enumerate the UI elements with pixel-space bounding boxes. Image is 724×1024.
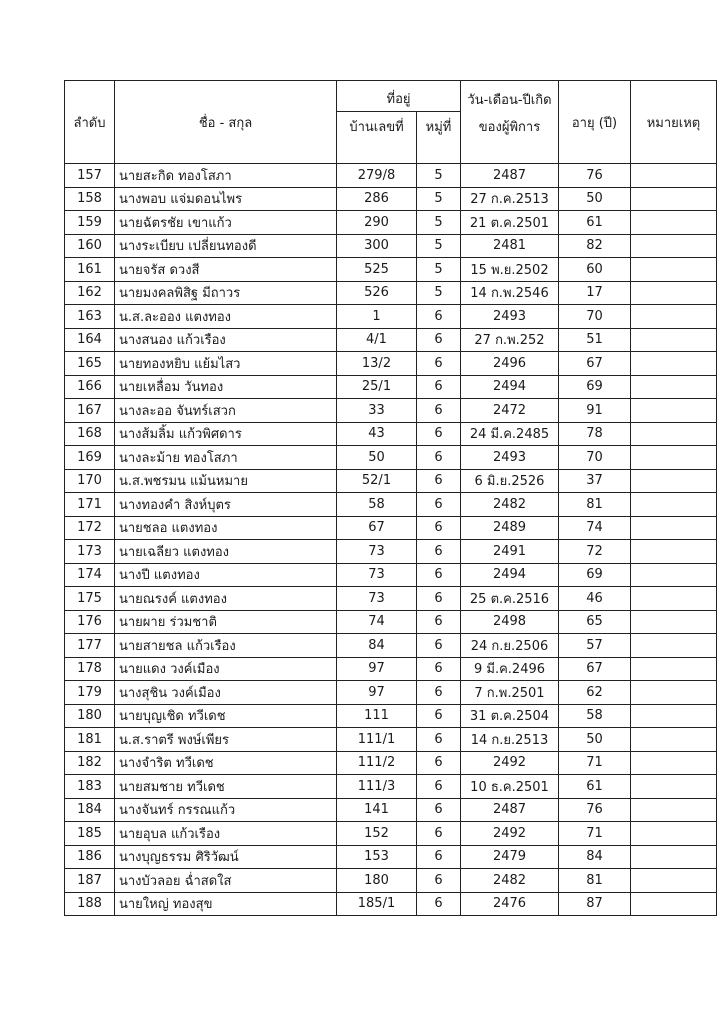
cell-house-no: 525 xyxy=(337,258,417,282)
cell-no: 160 xyxy=(65,234,115,258)
cell-no: 177 xyxy=(65,634,115,658)
cell-house-no: 286 xyxy=(337,187,417,211)
cell-moo: 5 xyxy=(417,258,461,282)
table-row xyxy=(65,610,717,634)
cell-house-no: 153 xyxy=(337,845,417,869)
cell-age: 82 xyxy=(559,234,631,258)
table-row xyxy=(65,211,717,235)
table-row xyxy=(65,704,717,728)
cell-age: 17 xyxy=(559,281,631,305)
table-row xyxy=(65,258,717,282)
cell-dob: 2493 xyxy=(461,446,559,470)
cell-dob: 24 ก.ย.2506 xyxy=(461,634,559,658)
cell-no: 158 xyxy=(65,187,115,211)
cell-moo: 6 xyxy=(417,610,461,634)
table-row xyxy=(65,728,717,752)
cell-house-no: 111 xyxy=(337,704,417,728)
cell-dob: 24 มี.ค.2485 xyxy=(461,422,559,446)
cell-no: 173 xyxy=(65,540,115,564)
cell-note xyxy=(631,869,717,893)
cell-no: 187 xyxy=(65,869,115,893)
cell-house-no: 13/2 xyxy=(337,352,417,376)
table-row xyxy=(65,234,717,258)
cell-moo: 5 xyxy=(417,164,461,188)
cell-no: 175 xyxy=(65,587,115,611)
table-body xyxy=(65,164,717,916)
cell-name: นางส้มลิ้ม แก้วพิศดาร xyxy=(115,422,337,446)
cell-moo: 6 xyxy=(417,375,461,399)
cell-age: 61 xyxy=(559,775,631,799)
cell-note xyxy=(631,516,717,540)
table-row xyxy=(65,563,717,587)
cell-age: 69 xyxy=(559,563,631,587)
table-row xyxy=(65,845,717,869)
cell-age: 57 xyxy=(559,634,631,658)
cell-no: 165 xyxy=(65,352,115,376)
cell-name: น.ส.ละออง แตงทอง xyxy=(115,305,337,329)
table-row xyxy=(65,164,717,188)
cell-name: นางละออ จันทร์เสวก xyxy=(115,399,337,423)
cell-name: นายเหลื่อม วันทอง xyxy=(115,375,337,399)
cell-note xyxy=(631,305,717,329)
header-address: ที่อยู่ xyxy=(337,81,461,112)
cell-age: 67 xyxy=(559,657,631,681)
cell-moo: 6 xyxy=(417,469,461,493)
cell-no: 172 xyxy=(65,516,115,540)
cell-name: นางจันทร์ กรรณแก้ว xyxy=(115,798,337,822)
cell-no: 179 xyxy=(65,681,115,705)
cell-dob: 31 ต.ค.2504 xyxy=(461,704,559,728)
cell-moo: 5 xyxy=(417,234,461,258)
cell-note xyxy=(631,681,717,705)
cell-moo: 6 xyxy=(417,822,461,846)
cell-dob: 2472 xyxy=(461,399,559,423)
cell-no: 161 xyxy=(65,258,115,282)
cell-age: 72 xyxy=(559,540,631,564)
cell-no: 185 xyxy=(65,822,115,846)
cell-dob: 2491 xyxy=(461,540,559,564)
cell-name: นางสนอง แก้วเรือง xyxy=(115,328,337,352)
cell-no: 163 xyxy=(65,305,115,329)
cell-dob: 2492 xyxy=(461,751,559,775)
table-row xyxy=(65,399,717,423)
cell-note xyxy=(631,493,717,517)
cell-name: นายมงคลพิสิฐ มีถาวร xyxy=(115,281,337,305)
cell-dob: 10 ธ.ค.2501 xyxy=(461,775,559,799)
cell-moo: 6 xyxy=(417,775,461,799)
table-row xyxy=(65,305,717,329)
cell-house-no: 33 xyxy=(337,399,417,423)
table-row xyxy=(65,469,717,493)
cell-house-no: 43 xyxy=(337,422,417,446)
header-house-no: บ้านเลขที่ xyxy=(337,112,417,164)
cell-house-no: 180 xyxy=(337,869,417,893)
cell-moo: 6 xyxy=(417,493,461,517)
cell-no: 184 xyxy=(65,798,115,822)
cell-house-no: 111/1 xyxy=(337,728,417,752)
cell-name: นายใหญ่ ทองสุข xyxy=(115,892,337,916)
table-row xyxy=(65,281,717,305)
cell-no: 182 xyxy=(65,751,115,775)
cell-name: นายผาย ร่วมชาติ xyxy=(115,610,337,634)
cell-note xyxy=(631,469,717,493)
cell-name: นายสะกิด ทองโสภา xyxy=(115,164,337,188)
table-row xyxy=(65,187,717,211)
cell-no: 162 xyxy=(65,281,115,305)
table-row xyxy=(65,869,717,893)
cell-moo: 6 xyxy=(417,704,461,728)
cell-dob: 15 พ.ย.2502 xyxy=(461,258,559,282)
cell-dob: 27 ก.พ.252 xyxy=(461,328,559,352)
cell-name: นางละม้าย ทองโสภา xyxy=(115,446,337,470)
cell-note xyxy=(631,328,717,352)
cell-dob: 2479 xyxy=(461,845,559,869)
cell-dob: 25 ต.ค.2516 xyxy=(461,587,559,611)
header-moo: หมู่ที่ xyxy=(417,112,461,164)
header-no: ลำดับ xyxy=(65,81,115,164)
cell-dob: 6 มิ.ย.2526 xyxy=(461,469,559,493)
cell-dob: 2482 xyxy=(461,869,559,893)
cell-moo: 6 xyxy=(417,634,461,658)
cell-age: 71 xyxy=(559,751,631,775)
table-row xyxy=(65,751,717,775)
cell-no: 168 xyxy=(65,422,115,446)
table-row xyxy=(65,516,717,540)
cell-name: นางจำริต ทวีเดช xyxy=(115,751,337,775)
cell-moo: 6 xyxy=(417,399,461,423)
cell-moo: 5 xyxy=(417,281,461,305)
cell-note xyxy=(631,164,717,188)
cell-name: นางพอบ แจ่มดอนไพร xyxy=(115,187,337,211)
cell-moo: 6 xyxy=(417,845,461,869)
cell-moo: 6 xyxy=(417,657,461,681)
cell-house-no: 185/1 xyxy=(337,892,417,916)
cell-no: 169 xyxy=(65,446,115,470)
table-row xyxy=(65,587,717,611)
cell-moo: 6 xyxy=(417,446,461,470)
cell-house-no: 152 xyxy=(337,822,417,846)
cell-age: 69 xyxy=(559,375,631,399)
cell-dob: 2482 xyxy=(461,493,559,517)
cell-house-no: 526 xyxy=(337,281,417,305)
cell-no: 164 xyxy=(65,328,115,352)
cell-age: 81 xyxy=(559,869,631,893)
cell-house-no: 4/1 xyxy=(337,328,417,352)
cell-age: 58 xyxy=(559,704,631,728)
cell-house-no: 111/2 xyxy=(337,751,417,775)
cell-dob: 2493 xyxy=(461,305,559,329)
cell-name: นายฉัตรชัย เขาแก้ว xyxy=(115,211,337,235)
cell-house-no: 279/8 xyxy=(337,164,417,188)
cell-note xyxy=(631,352,717,376)
cell-age: 84 xyxy=(559,845,631,869)
cell-note xyxy=(631,728,717,752)
cell-name: นายชลอ แตงทอง xyxy=(115,516,337,540)
cell-dob: 7 ก.พ.2501 xyxy=(461,681,559,705)
table-row xyxy=(65,634,717,658)
cell-house-no: 300 xyxy=(337,234,417,258)
cell-name: นายณรงค์ แตงทอง xyxy=(115,587,337,611)
cell-note xyxy=(631,399,717,423)
cell-moo: 5 xyxy=(417,187,461,211)
cell-moo: 6 xyxy=(417,869,461,893)
cell-house-no: 74 xyxy=(337,610,417,634)
cell-moo: 6 xyxy=(417,352,461,376)
cell-dob: 2487 xyxy=(461,164,559,188)
cell-name: นายสมชาย ทวีเดช xyxy=(115,775,337,799)
cell-no: 171 xyxy=(65,493,115,517)
cell-age: 70 xyxy=(559,446,631,470)
cell-age: 67 xyxy=(559,352,631,376)
table-row xyxy=(65,657,717,681)
header-note: หมายเหตุ xyxy=(631,81,717,164)
cell-dob: 14 ก.พ.2546 xyxy=(461,281,559,305)
cell-no: 157 xyxy=(65,164,115,188)
cell-age: 76 xyxy=(559,798,631,822)
cell-moo: 5 xyxy=(417,211,461,235)
table-row xyxy=(65,493,717,517)
cell-house-no: 73 xyxy=(337,587,417,611)
cell-name: นายทองหยิบ แย้มไสว xyxy=(115,352,337,376)
cell-house-no: 97 xyxy=(337,657,417,681)
cell-note xyxy=(631,634,717,658)
cell-note xyxy=(631,540,717,564)
cell-moo: 6 xyxy=(417,540,461,564)
cell-note xyxy=(631,657,717,681)
cell-house-no: 97 xyxy=(337,681,417,705)
cell-name: นางปี แตงทอง xyxy=(115,563,337,587)
cell-note xyxy=(631,258,717,282)
cell-note xyxy=(631,234,717,258)
cell-dob: 27 ก.ค.2513 xyxy=(461,187,559,211)
cell-note xyxy=(631,281,717,305)
cell-dob: 2492 xyxy=(461,822,559,846)
cell-moo: 6 xyxy=(417,681,461,705)
cell-dob: 2498 xyxy=(461,610,559,634)
cell-house-no: 290 xyxy=(337,211,417,235)
header-dob: วัน-เดือน-ปีเกิด xyxy=(461,81,559,112)
cell-moo: 6 xyxy=(417,728,461,752)
cell-no: 167 xyxy=(65,399,115,423)
table-row xyxy=(65,446,717,470)
cell-note xyxy=(631,822,717,846)
cell-note xyxy=(631,892,717,916)
cell-age: 78 xyxy=(559,422,631,446)
cell-name: น.ส.พชรมน แม้นหมาย xyxy=(115,469,337,493)
cell-moo: 6 xyxy=(417,892,461,916)
cell-age: 70 xyxy=(559,305,631,329)
cell-no: 166 xyxy=(65,375,115,399)
header-dob-line2: ของผู้พิการ xyxy=(461,112,559,164)
cell-house-no: 73 xyxy=(337,540,417,564)
cell-note xyxy=(631,211,717,235)
cell-note xyxy=(631,446,717,470)
cell-age: 61 xyxy=(559,211,631,235)
cell-age: 51 xyxy=(559,328,631,352)
cell-age: 50 xyxy=(559,187,631,211)
cell-age: 60 xyxy=(559,258,631,282)
cell-no: 176 xyxy=(65,610,115,634)
cell-name: นายบุญเชิด ทวีเดช xyxy=(115,704,337,728)
cell-dob: 2481 xyxy=(461,234,559,258)
table-row xyxy=(65,375,717,399)
table-row xyxy=(65,892,717,916)
cell-moo: 6 xyxy=(417,751,461,775)
cell-note xyxy=(631,798,717,822)
cell-note xyxy=(631,775,717,799)
table-row xyxy=(65,681,717,705)
cell-moo: 6 xyxy=(417,587,461,611)
cell-house-no: 84 xyxy=(337,634,417,658)
cell-dob: 2494 xyxy=(461,375,559,399)
cell-moo: 6 xyxy=(417,305,461,329)
cell-moo: 6 xyxy=(417,516,461,540)
cell-note xyxy=(631,845,717,869)
cell-dob: 21 ต.ค.2501 xyxy=(461,211,559,235)
table-row xyxy=(65,540,717,564)
table-row xyxy=(65,822,717,846)
cell-no: 170 xyxy=(65,469,115,493)
cell-dob: 2494 xyxy=(461,563,559,587)
cell-house-no: 52/1 xyxy=(337,469,417,493)
cell-age: 46 xyxy=(559,587,631,611)
cell-house-no: 73 xyxy=(337,563,417,587)
cell-no: 159 xyxy=(65,211,115,235)
cell-name: น.ส.ราตรี พงษ์เพียร xyxy=(115,728,337,752)
cell-name: นางระเบียบ เปลี่ยนทองดี xyxy=(115,234,337,258)
cell-house-no: 1 xyxy=(337,305,417,329)
cell-name: นายจรัส ดวงสี xyxy=(115,258,337,282)
cell-age: 81 xyxy=(559,493,631,517)
cell-note xyxy=(631,587,717,611)
cell-no: 174 xyxy=(65,563,115,587)
registry-table xyxy=(64,80,717,916)
cell-house-no: 111/3 xyxy=(337,775,417,799)
cell-age: 91 xyxy=(559,399,631,423)
cell-dob: 2496 xyxy=(461,352,559,376)
table-header xyxy=(65,81,717,164)
cell-age: 62 xyxy=(559,681,631,705)
cell-dob: 9 มี.ค.2496 xyxy=(461,657,559,681)
table-row xyxy=(65,422,717,446)
cell-moo: 6 xyxy=(417,563,461,587)
cell-age: 71 xyxy=(559,822,631,846)
cell-age: 65 xyxy=(559,610,631,634)
cell-note xyxy=(631,422,717,446)
cell-moo: 6 xyxy=(417,328,461,352)
cell-no: 188 xyxy=(65,892,115,916)
cell-note xyxy=(631,563,717,587)
cell-note xyxy=(631,704,717,728)
table-row xyxy=(65,328,717,352)
cell-age: 37 xyxy=(559,469,631,493)
cell-dob: 2489 xyxy=(461,516,559,540)
table-row xyxy=(65,775,717,799)
header-age: อายุ (ปี) xyxy=(559,81,631,164)
cell-name: นายอุบล แก้วเรือง xyxy=(115,822,337,846)
cell-no: 186 xyxy=(65,845,115,869)
cell-no: 181 xyxy=(65,728,115,752)
cell-name: นายแดง วงค์เมือง xyxy=(115,657,337,681)
cell-house-no: 141 xyxy=(337,798,417,822)
cell-no: 178 xyxy=(65,657,115,681)
cell-house-no: 58 xyxy=(337,493,417,517)
cell-house-no: 50 xyxy=(337,446,417,470)
cell-name: นางทองคำ สิงห์บุตร xyxy=(115,493,337,517)
table-row xyxy=(65,352,717,376)
cell-name: นางบุญธรรม ศิริวัฒน์ xyxy=(115,845,337,869)
cell-no: 180 xyxy=(65,704,115,728)
cell-dob: 2476 xyxy=(461,892,559,916)
cell-moo: 6 xyxy=(417,422,461,446)
cell-house-no: 25/1 xyxy=(337,375,417,399)
cell-age: 74 xyxy=(559,516,631,540)
header-name: ชื่อ - สกุล xyxy=(115,81,337,164)
cell-age: 50 xyxy=(559,728,631,752)
cell-note xyxy=(631,610,717,634)
cell-name: นายเฉลียว แตงทอง xyxy=(115,540,337,564)
table-row xyxy=(65,798,717,822)
cell-dob: 14 ก.ย.2513 xyxy=(461,728,559,752)
cell-moo: 6 xyxy=(417,798,461,822)
cell-name: นางสุชิน วงค์เมือง xyxy=(115,681,337,705)
cell-name: นายสายชล แก้วเรือง xyxy=(115,634,337,658)
cell-no: 183 xyxy=(65,775,115,799)
cell-dob: 2487 xyxy=(461,798,559,822)
cell-age: 76 xyxy=(559,164,631,188)
cell-age: 87 xyxy=(559,892,631,916)
cell-name: นางบัวลอย ฉ่ำสดใส xyxy=(115,869,337,893)
cell-note xyxy=(631,375,717,399)
cell-note xyxy=(631,187,717,211)
cell-house-no: 67 xyxy=(337,516,417,540)
cell-note xyxy=(631,751,717,775)
